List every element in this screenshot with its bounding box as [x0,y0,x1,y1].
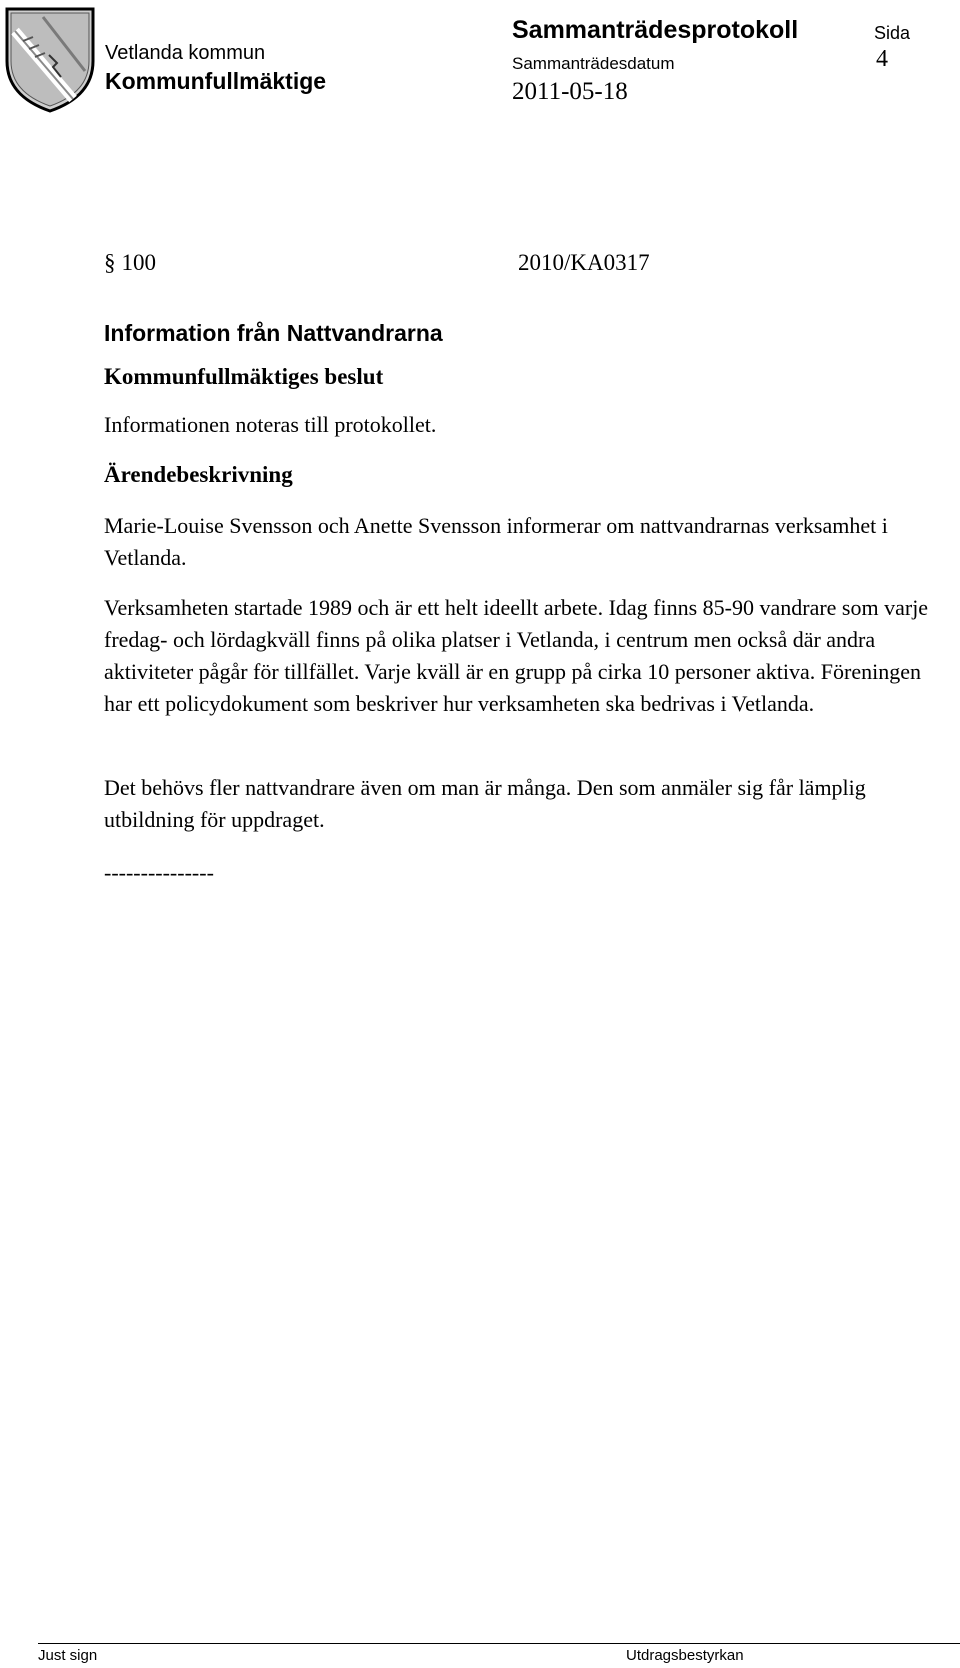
description-paragraph: Verksamheten startade 1989 och är ett helt ideellt arbete. Idag finns 85-90 vandrare som varje fredag- och lördagkväll finns på olika platser i Vetlanda, i centrum men också där andra aktiviteter pågår för tillfället. Varje kväll är en grupp på cirka 10 personer aktiva. Föreningen har ett policydokument som beskriver hur verksamheten ska bedrivas i Vetlanda. [104,595,929,716]
section-number: 100 [121,250,156,275]
item-title: Information från Nattvandrarna [104,320,443,346]
decision-heading: Kommunfullmäktiges beslut [104,364,384,389]
description-heading: Ärendebeskrivning [104,462,293,487]
case-number: 2010/KA0317 [518,250,650,275]
coat-of-arms-icon [3,3,97,115]
decision-text: Informationen noteras till protokollet. [104,412,437,437]
section-symbol: § [104,250,116,275]
meeting-date-value: 2011-05-18 [512,78,628,105]
document-type: Sammanträdesprotokoll [512,16,799,44]
assembly-name: Kommunfullmäktige [105,68,327,94]
footer-divider [38,1643,960,1644]
meeting-date-label: Sammanträdesdatum [512,54,675,73]
description-paragraph: Marie-Louise Svensson och Anette Svensson informerar om nattvandrarnas verksamhet i Vetlanda. [104,513,888,570]
municipality-name: Vetlanda kommun [105,42,266,64]
page-label: Sida [874,23,911,43]
description-paragraph: Det behövs fler nattvandrare även om man är många. Den som anmäler sig får lämplig utbildning för uppdraget. [104,775,866,832]
page-number: 4 [876,46,888,72]
end-marker: --------------- [104,860,214,885]
section-heading [104,250,156,276]
footer-signature-label: Just sign [38,1647,98,1664]
footer-certification-label: Utdragsbestyrkan [626,1647,744,1664]
